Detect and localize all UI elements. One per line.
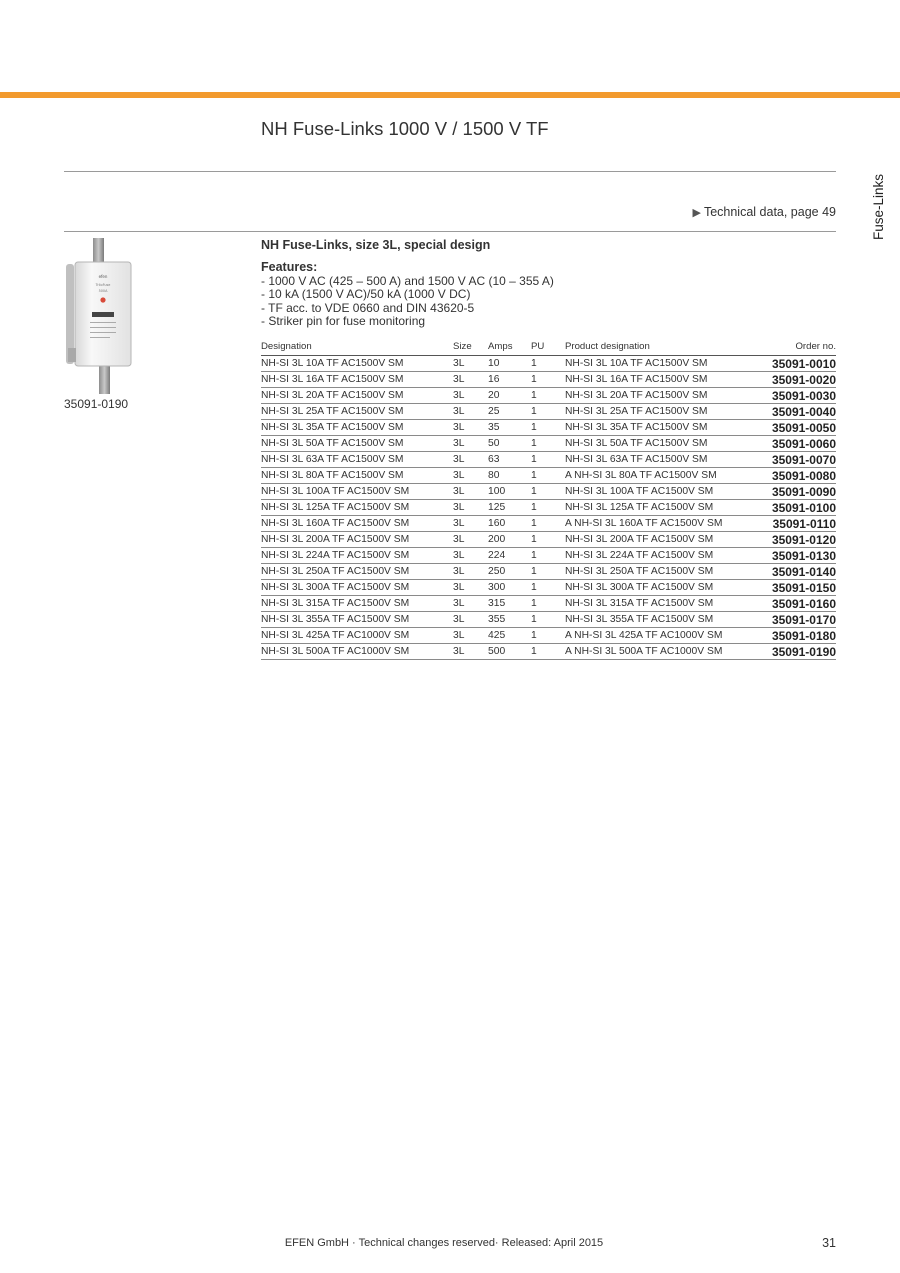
cell-product-designation: NH-SI 3L 10A TF AC1500V SM [565, 356, 755, 372]
cell-size: 3L [453, 596, 488, 612]
cell-designation: NH-SI 3L 125A TF AC1500V SM [261, 500, 453, 516]
cell-order-no: 35091-0100 [755, 500, 836, 516]
cell-designation: NH-SI 3L 10A TF AC1500V SM [261, 356, 453, 372]
cell-designation: NH-SI 3L 80A TF AC1500V SM [261, 468, 453, 484]
section-side-tab: Fuse-Links [871, 173, 886, 240]
table-body [261, 356, 836, 660]
cell-pu: 1 [531, 564, 565, 580]
cell-amps: 315 [488, 596, 531, 612]
cell-product-designation: NH-SI 3L 16A TF AC1500V SM [565, 372, 755, 388]
column-header-product-designation: Product designation [565, 339, 755, 356]
cell-designation: NH-SI 3L 63A TF AC1500V SM [261, 452, 453, 468]
cell-designation: NH-SI 3L 300A TF AC1500V SM [261, 580, 453, 596]
cell-designation: NH-SI 3L 25A TF AC1500V SM [261, 404, 453, 420]
technical-data-link-label: Technical data, page 49 [703, 205, 836, 219]
cell-product-designation: NH-SI 3L 20A TF AC1500V SM [565, 388, 755, 404]
table-row [261, 356, 836, 372]
cell-pu: 1 [531, 404, 565, 420]
table-row [261, 404, 836, 420]
cell-designation: NH-SI 3L 500A TF AC1000V SM [261, 644, 453, 660]
cell-amps: 25 [488, 404, 531, 420]
cell-designation: NH-SI 3L 200A TF AC1500V SM [261, 532, 453, 548]
cell-order-no: 35091-0150 [755, 580, 836, 596]
table-row [261, 436, 836, 452]
table-row [261, 564, 836, 580]
features-title: Features: [261, 260, 318, 274]
cell-designation: NH-SI 3L 355A TF AC1500V SM [261, 612, 453, 628]
feature-item: - 10 kA (1500 V AC)/50 kA (1000 V DC) [261, 287, 471, 302]
cell-designation: NH-SI 3L 250A TF AC1500V SM [261, 564, 453, 580]
table-row [261, 452, 836, 468]
cell-pu: 1 [531, 372, 565, 388]
page-number: 31 [822, 1236, 836, 1250]
cell-product-designation: NH-SI 3L 200A TF AC1500V SM [565, 532, 755, 548]
cell-product-designation: NH-SI 3L 50A TF AC1500V SM [565, 436, 755, 452]
cell-order-no: 35091-0030 [755, 388, 836, 404]
cell-order-no: 35091-0170 [755, 612, 836, 628]
cell-product-designation: NH-SI 3L 25A TF AC1500V SM [565, 404, 755, 420]
cell-amps: 20 [488, 388, 531, 404]
cell-product-designation: NH-SI 3L 355A TF AC1500V SM [565, 612, 755, 628]
cell-order-no: 35091-0050 [755, 420, 836, 436]
cell-size: 3L [453, 452, 488, 468]
cell-amps: 500 [488, 644, 531, 660]
cell-designation: NH-SI 3L 315A TF AC1500V SM [261, 596, 453, 612]
cell-designation: NH-SI 3L 160A TF AC1500V SM [261, 516, 453, 532]
cell-size: 3L [453, 628, 488, 644]
cell-size: 3L [453, 436, 488, 452]
cell-size: 3L [453, 500, 488, 516]
cell-size: 3L [453, 468, 488, 484]
cell-size: 3L [453, 580, 488, 596]
cell-designation: NH-SI 3L 35A TF AC1500V SM [261, 420, 453, 436]
cell-amps: 50 [488, 436, 531, 452]
cell-order-no: 35091-0040 [755, 404, 836, 420]
cell-product-designation: NH-SI 3L 250A TF AC1500V SM [565, 564, 755, 580]
table-row [261, 484, 836, 500]
table-row [261, 420, 836, 436]
cell-product-designation: A NH-SI 3L 80A TF AC1500V SM [565, 468, 755, 484]
cell-amps: 355 [488, 612, 531, 628]
cell-designation: NH-SI 3L 100A TF AC1500V SM [261, 484, 453, 500]
table-row [261, 532, 836, 548]
section-heading: NH Fuse-Links, size 3L, special design [261, 238, 491, 252]
cell-designation: NH-SI 3L 224A TF AC1500V SM [261, 548, 453, 564]
table-row [261, 516, 836, 532]
cell-product-designation: NH-SI 3L 300A TF AC1500V SM [565, 580, 755, 596]
table-row [261, 580, 836, 596]
cell-amps: 16 [488, 372, 531, 388]
svg-text:TriloFuse: TriloFuse [95, 283, 111, 287]
cell-pu: 1 [531, 612, 565, 628]
table-row [261, 468, 836, 484]
cell-size: 3L [453, 644, 488, 660]
cell-size: 3L [453, 356, 488, 372]
cell-order-no: 35091-0010 [755, 356, 836, 372]
cell-product-designation: NH-SI 3L 63A TF AC1500V SM [565, 452, 755, 468]
cell-order-no: 35091-0120 [755, 532, 836, 548]
cell-amps: 425 [488, 628, 531, 644]
svg-text:efen: efen [98, 274, 108, 279]
cell-order-no: 35091-0070 [755, 452, 836, 468]
feature-item: - Striker pin for fuse monitoring [261, 314, 426, 329]
cell-pu: 1 [531, 356, 565, 372]
cell-amps: 125 [488, 500, 531, 516]
cell-pu: 1 [531, 484, 565, 500]
cell-order-no: 35091-0060 [755, 436, 836, 452]
technical-data-link[interactable] [692, 205, 836, 219]
cell-pu: 1 [531, 452, 565, 468]
cell-amps: 224 [488, 548, 531, 564]
cell-product-designation: A NH-SI 3L 425A TF AC1000V SM [565, 628, 755, 644]
cell-order-no: 35091-0020 [755, 372, 836, 388]
cell-amps: 160 [488, 516, 531, 532]
cell-order-no: 35091-0080 [755, 468, 836, 484]
divider [64, 171, 836, 172]
cell-size: 3L [453, 372, 488, 388]
cell-order-no: 35091-0160 [755, 596, 836, 612]
accent-bar [0, 92, 900, 98]
cell-amps: 300 [488, 580, 531, 596]
column-header-pu: PU [531, 339, 565, 356]
table-row [261, 500, 836, 516]
divider [64, 231, 836, 232]
table-row [261, 548, 836, 564]
cell-product-designation: A NH-SI 3L 500A TF AC1000V SM [565, 644, 755, 660]
cell-pu: 1 [531, 628, 565, 644]
cell-product-designation: NH-SI 3L 224A TF AC1500V SM [565, 548, 755, 564]
features-block [261, 261, 554, 329]
product-table [261, 339, 836, 660]
cell-pu: 1 [531, 532, 565, 548]
cell-designation: NH-SI 3L 50A TF AC1500V SM [261, 436, 453, 452]
image-caption: 35091-0190 [64, 397, 129, 411]
cell-pu: 1 [531, 580, 565, 596]
table-row [261, 612, 836, 628]
table-row [261, 596, 836, 612]
page-title: NH Fuse-Links 1000 V / 1500 V TF [261, 118, 549, 139]
feature-item: - 1000 V AC (425 – 500 A) and 1500 V AC (10 – 355 A) [261, 273, 554, 288]
table-row [261, 372, 836, 388]
cell-order-no: 35091-0180 [755, 628, 836, 644]
cell-amps: 100 [488, 484, 531, 500]
cell-pu: 1 [531, 548, 565, 564]
cell-designation: NH-SI 3L 20A TF AC1500V SM [261, 388, 453, 404]
cell-order-no: 35091-0190 [755, 644, 836, 660]
svg-text:500A: 500A [98, 289, 108, 293]
cell-amps: 80 [488, 468, 531, 484]
triangle-right-icon: ▶ [692, 207, 701, 219]
table-header-row [261, 339, 836, 356]
feature-item: - TF acc. to VDE 0660 and DIN 43620-5 [261, 300, 475, 315]
cell-pu: 1 [531, 596, 565, 612]
cell-amps: 200 [488, 532, 531, 548]
cell-product-designation: NH-SI 3L 100A TF AC1500V SM [565, 484, 755, 500]
cell-product-designation: A NH-SI 3L 160A TF AC1500V SM [565, 516, 755, 532]
cell-pu: 1 [531, 436, 565, 452]
cell-designation: NH-SI 3L 16A TF AC1500V SM [261, 372, 453, 388]
cell-order-no: 35091-0090 [755, 484, 836, 500]
cell-product-designation: NH-SI 3L 125A TF AC1500V SM [565, 500, 755, 516]
column-header-designation: Designation [261, 339, 453, 356]
footer-text: EFEN GmbH · Technical changes reserved· Released: April 2015 [284, 1237, 604, 1249]
cell-amps: 35 [488, 420, 531, 436]
cell-size: 3L [453, 532, 488, 548]
cell-size: 3L [453, 484, 488, 500]
cell-amps: 63 [488, 452, 531, 468]
cell-designation: NH-SI 3L 425A TF AC1000V SM [261, 628, 453, 644]
table-row [261, 628, 836, 644]
table-row [261, 388, 836, 404]
cell-order-no: 35091-0140 [755, 564, 836, 580]
cell-size: 3L [453, 404, 488, 420]
column-header-order-no: Order no. [755, 339, 836, 356]
nh-fuse-link-photo-icon [60, 238, 134, 394]
cell-order-no: 35091-0110 [755, 516, 836, 532]
cell-product-designation: NH-SI 3L 315A TF AC1500V SM [565, 596, 755, 612]
cell-size: 3L [453, 388, 488, 404]
cell-pu: 1 [531, 644, 565, 660]
features-list [261, 275, 554, 329]
cell-product-designation: NH-SI 3L 35A TF AC1500V SM [565, 420, 755, 436]
cell-amps: 10 [488, 356, 531, 372]
column-header-size: Size [453, 339, 488, 356]
cell-size: 3L [453, 516, 488, 532]
cell-pu: 1 [531, 500, 565, 516]
cell-size: 3L [453, 564, 488, 580]
cell-pu: 1 [531, 420, 565, 436]
column-header-amps: Amps [488, 339, 531, 356]
cell-pu: 1 [531, 468, 565, 484]
cell-pu: 1 [531, 516, 565, 532]
cell-order-no: 35091-0130 [755, 548, 836, 564]
cell-amps: 250 [488, 564, 531, 580]
cell-pu: 1 [531, 388, 565, 404]
cell-size: 3L [453, 612, 488, 628]
table-row [261, 644, 836, 660]
cell-size: 3L [453, 548, 488, 564]
cell-size: 3L [453, 420, 488, 436]
